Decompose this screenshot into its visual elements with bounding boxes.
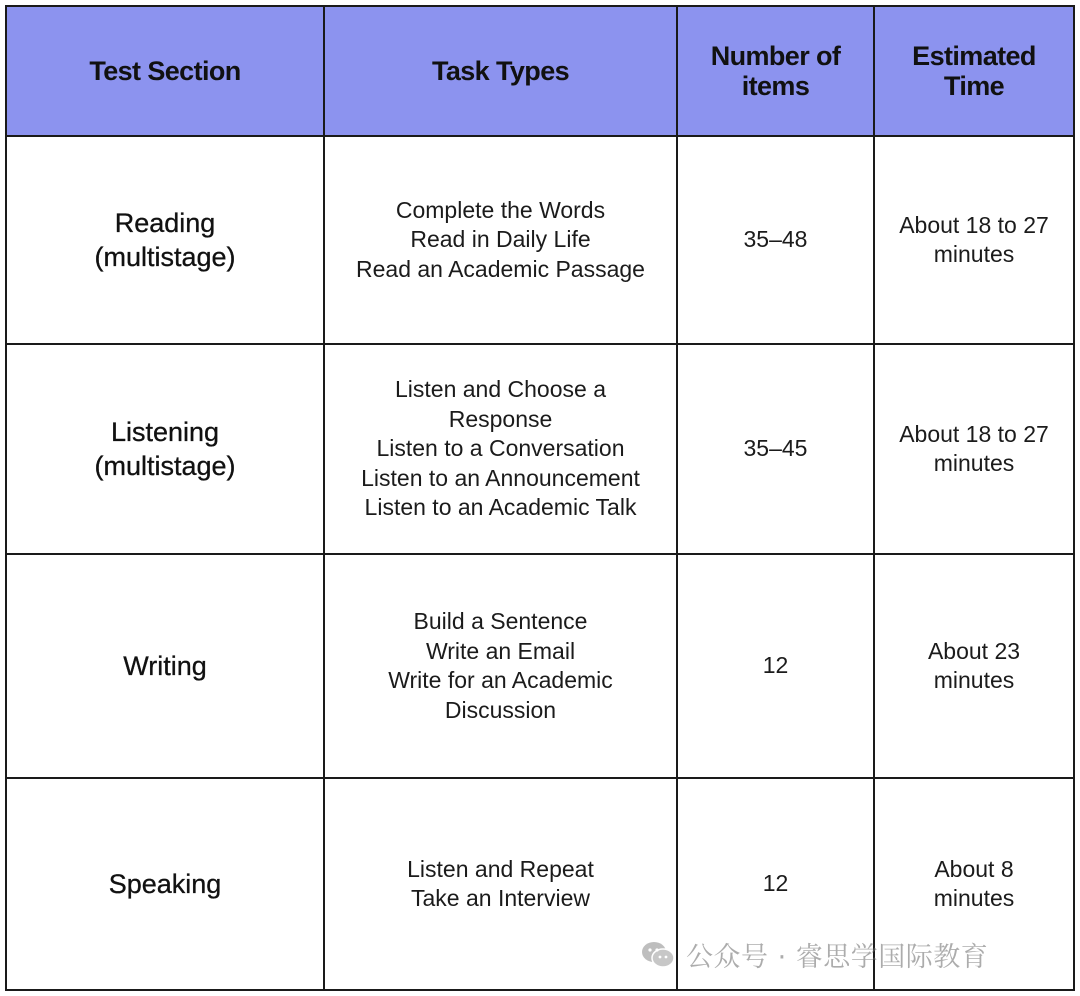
- items-cell-listening: [677, 344, 874, 554]
- time-cell-writing: [874, 554, 1074, 778]
- task-types-cell-listening: [324, 344, 677, 554]
- task-type: Write for an Academic: [388, 667, 613, 693]
- section-cell-speaking: [6, 778, 324, 990]
- task-type: Listen and Repeat: [407, 855, 594, 882]
- wechat-icon: [640, 940, 676, 970]
- time-value: About 18 to 27: [899, 420, 1049, 447]
- header-estimated-time-line-2: Time: [943, 71, 1005, 101]
- header-number-of-items: [677, 6, 874, 136]
- header-test-section: [6, 6, 324, 136]
- task-type: Response: [448, 405, 553, 432]
- header-task-types-line-1: Task Types: [431, 56, 570, 86]
- task-type: Listen to a Conversation: [376, 435, 625, 462]
- task-types-cell-reading: [324, 136, 677, 344]
- table-row-writing: [6, 554, 1074, 778]
- task-type: Listen to an Academic Talk: [364, 494, 637, 521]
- test-structure-table: [5, 5, 1075, 991]
- time-unit: minutes: [933, 241, 1015, 267]
- header-task-types: [324, 6, 677, 136]
- task-type: Complete the Words: [395, 196, 606, 223]
- task-type: Build a Sentence: [413, 608, 588, 634]
- watermark: [640, 935, 988, 974]
- item-count: 12: [762, 870, 789, 897]
- task-type: Read an Academic Passage: [356, 255, 645, 282]
- section-name: Speaking: [108, 869, 222, 899]
- section-cell-listening: [6, 344, 324, 554]
- header-test-section-line-1: Test Section: [89, 56, 241, 86]
- time-unit: minutes: [933, 885, 1015, 911]
- task-type: Listen to an Announcement: [361, 464, 640, 491]
- task-type: Write an Email: [425, 637, 576, 664]
- time-unit: minutes: [933, 450, 1015, 476]
- task-type: Read in Daily Life: [410, 226, 591, 253]
- time-value: About 23: [927, 637, 1021, 664]
- header-row: [6, 6, 1074, 136]
- time-value: About 8: [934, 855, 1014, 882]
- section-name: Reading: [114, 208, 216, 238]
- table-row-listening: [6, 344, 1074, 554]
- section-qualifier: (multistage): [94, 242, 236, 272]
- header-estimated-time-line-1: Estimated: [912, 41, 1036, 71]
- header-number-of-items-line-1: Number of: [710, 41, 841, 71]
- time-cell-listening: [874, 344, 1074, 554]
- test-structure-table-container: [5, 5, 1073, 989]
- time-value: About 18 to 27: [899, 211, 1049, 238]
- table-row-reading: [6, 136, 1074, 344]
- section-cell-reading: [6, 136, 324, 344]
- task-type: Take an Interview: [411, 885, 590, 911]
- header-estimated-time: [874, 6, 1074, 136]
- item-count: 35–45: [743, 435, 808, 462]
- section-name: Writing: [123, 651, 207, 681]
- time-unit: minutes: [933, 667, 1015, 693]
- time-cell-reading: [874, 136, 1074, 344]
- task-types-cell-writing: [324, 554, 677, 778]
- section-qualifier: (multistage): [94, 451, 236, 481]
- section-name: Listening: [110, 417, 220, 447]
- item-count: 12: [762, 652, 789, 679]
- items-cell-reading: [677, 136, 874, 344]
- watermark-text: 公众号 · 睿思学国际教育: [686, 942, 989, 973]
- task-type: Discussion: [444, 696, 557, 723]
- task-type: Listen and Choose a: [395, 376, 606, 403]
- section-cell-writing: [6, 554, 324, 778]
- task-types-cell-speaking: [324, 778, 677, 990]
- item-count: 35–48: [743, 226, 808, 253]
- header-number-of-items-line-2: items: [741, 71, 810, 101]
- items-cell-writing: [677, 554, 874, 778]
